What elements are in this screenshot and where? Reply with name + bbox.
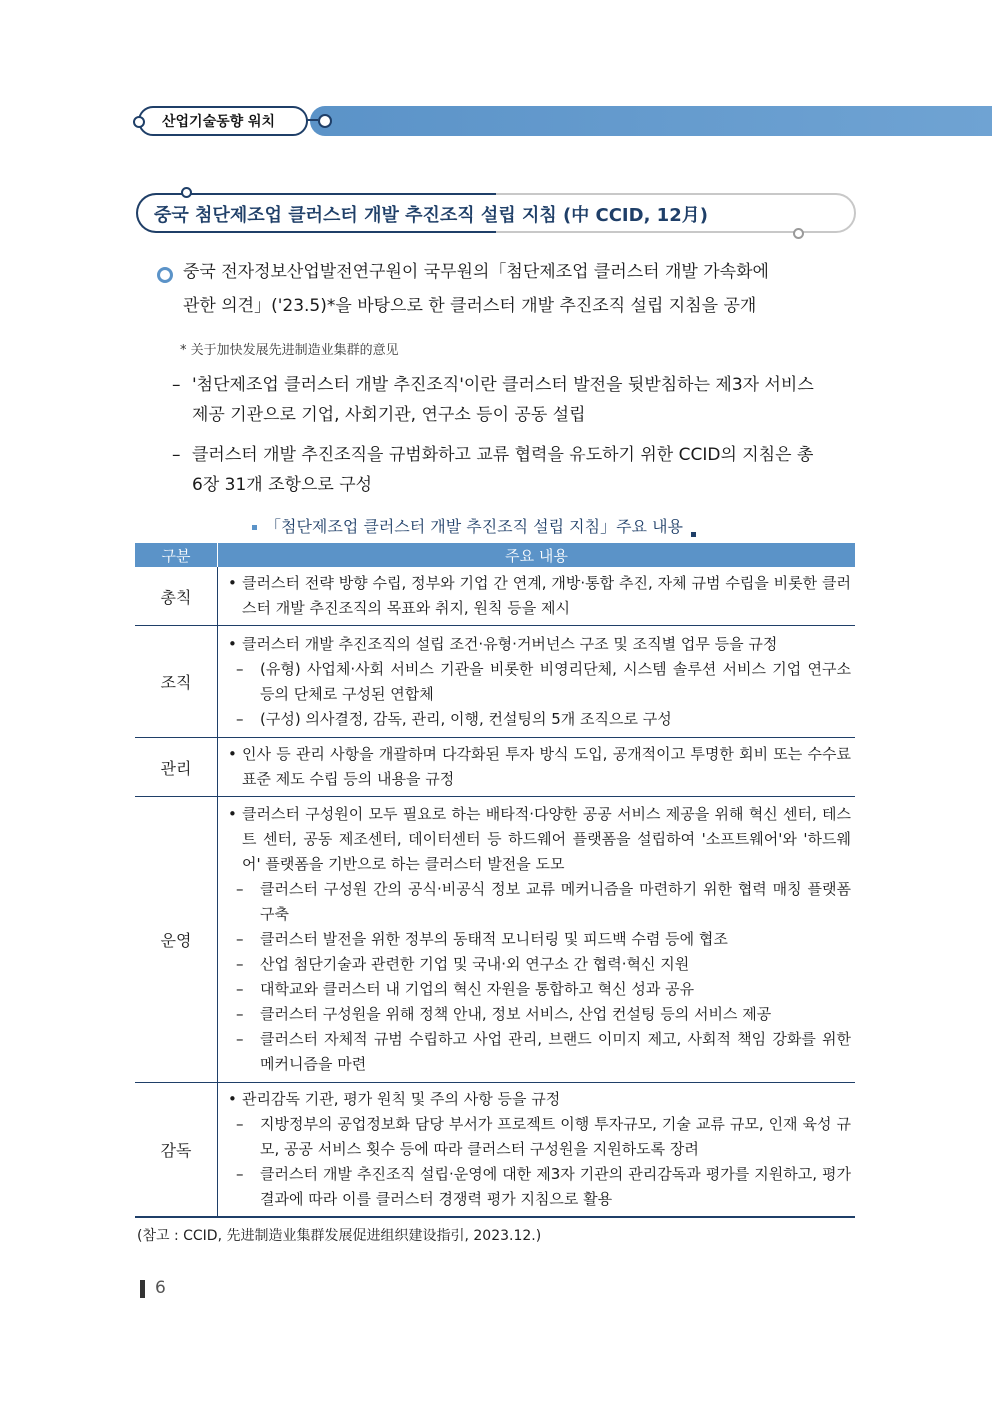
dash-item-1-line2: 제공 기관으로 기업, 사회기관, 연구소 등이 공동 설립 <box>192 405 586 425</box>
header-band <box>310 106 992 136</box>
dash-item-2-line2: 6장 31개 조항으로 구성 <box>192 475 373 495</box>
row-category: 관리 <box>135 738 218 797</box>
row-content <box>218 797 856 1083</box>
section-label <box>138 106 308 136</box>
row-dash: – (유형) 사업체·사회 서비스 기관을 비롯한 비영리단체, 시스템 솔루션 서비스 기업 연구소 등의 단체로 구성된 연합체 <box>236 659 851 703</box>
table-caption-text: 「첨단제조업 클러스터 개발 추진조직 설립 지침」주요 내용 <box>265 517 684 536</box>
footnote: * 关于加快发展先进制造业集群的意见 <box>180 343 399 358</box>
row-category: 감독 <box>135 1083 218 1218</box>
row-bullet: • 클러스터 전략 방향 수립, 정부와 기업 간 연계, 개방·통합 추진, 자체 규범 수립을 비롯한 클러스터 개발 추진조직의 목표와 취지, 원칙 등을 제시 <box>228 574 851 617</box>
dash-item-2-line1: 클러스터 개발 추진조직을 규범화하고 교류 협력을 유도하기 위한 CCID의 지침은 총 <box>192 445 814 465</box>
table-header-category: 구분 <box>135 543 218 567</box>
row-category: 총칙 <box>135 567 218 626</box>
row-dash: – 클러스터 자체적 규범 수립하고 사업 관리, 브랜드 이미지 제고, 사회적 책임 강화를 위한 메커니즘을 마련 <box>236 1030 851 1073</box>
circle-bullet-icon <box>157 267 173 283</box>
summary-table <box>135 543 855 1218</box>
main-bullet-line1: 중국 전자정보산업발전연구원이 국무원의「첨단제조업 클러스터 개발 가속화에 <box>183 262 769 282</box>
table-row <box>135 797 855 1083</box>
table-row <box>135 1083 855 1218</box>
row-dash: – (구성) 의사결정, 감독, 관리, 이행, 컨설팅의 5개 조직으로 구성 <box>236 709 672 728</box>
row-dash: – 산업 첨단기술과 관련한 기업 및 국내·외 연구소 간 협력·혁신 지원 <box>236 955 690 973</box>
row-bullet: • 클러스터 개발 추진조직의 설립 조건·유형·거버넌스 구조 및 조직별 업무 등을 규정 <box>228 634 778 653</box>
page-number-bar <box>140 1280 145 1298</box>
row-content <box>218 1083 856 1218</box>
row-category: 운영 <box>135 797 218 1083</box>
row-content <box>218 626 856 738</box>
dash-item-1-line1: '첨단제조업 클러스터 개발 추진조직'이란 클러스터 발전을 뒷받침하는 제3자 서비스 <box>192 375 814 395</box>
dash-item-1: – '첨단제조업 클러스터 개발 추진조직'이란 클러스터 발전을 뒷받침하는 제3자 서비스 제공 기관으로 기업, 사회기관, 연구소 등이 공동 설립 <box>172 370 858 430</box>
row-bullet: • 인사 등 관리 사항을 개괄하며 다각화된 투자 방식 도입, 공개적이고 투명한 회비 또는 수수료 표준 제도 수립 등의 내용을 규정 <box>228 745 851 788</box>
table-row <box>135 567 855 626</box>
section-label-text: 산업기술동향 워치 <box>162 114 276 130</box>
row-dash: – 클러스터 개발 추진조직 설립·운영에 대한 제3자 기관의 관리감독과 평가를 지원하고, 평가 결과에 따라 이를 클러스터 경쟁력 평가 지침으로 활용 <box>236 1165 851 1208</box>
table-row <box>135 738 855 797</box>
main-bullet-line2: 관한 의견」('23.5)*을 바탕으로 한 클러스터 개발 추진조직 설립 지침을 공개 <box>183 296 757 316</box>
row-bullet: • 관리감독 기관, 평가 원칙 및 주의 사항 등을 규정 <box>228 1090 561 1108</box>
row-content <box>218 738 856 797</box>
row-bullet: • 클러스터 구성원이 모두 필요로 하는 배타적·다양한 공공 서비스 제공을 위해 혁신 센터, 테스트 센터, 공동 제조센터, 데이터센터 등 하드웨어 플랫폼을 설립하여 '소프트웨어'와 '하드웨어' 플랫폼을 기반으로 하는 클러스터 발전을 도모 <box>228 805 851 873</box>
row-dash: – 대학교와 클러스터 내 기업의 혁신 자원을 통합하고 혁신 성과 공유 <box>236 980 695 998</box>
table-caption <box>252 514 696 537</box>
row-category: 조직 <box>135 626 218 738</box>
caption-end-square-icon <box>691 532 696 537</box>
row-dash: – 클러스터 발전을 위한 정부의 동태적 모니터링 및 피드백 수렴 등에 협조 <box>236 930 728 948</box>
row-dash: – 클러스터 구성원 간의 공식·비공식 정보 교류 메커니즘을 마련하기 위한 협력 매칭 플랫폼 구축 <box>236 880 851 923</box>
title-dot-top <box>181 187 192 198</box>
header-band-dot <box>318 114 332 128</box>
source-note: (참고 : CCID, 先进制造业集群发展促进组织建设指引, 2023.12.) <box>137 1228 542 1244</box>
pill-left-dot <box>133 116 145 128</box>
table-row <box>135 626 855 738</box>
dash-item-2: – 클러스터 개발 추진조직을 규범화하고 교류 협력을 유도하기 위한 CCID의 지침은 총 6장 31개 조항으로 구성 <box>172 440 858 500</box>
row-content <box>218 567 856 626</box>
table-header-content: 주요 내용 <box>218 543 856 567</box>
title-dot-bottom <box>793 228 804 239</box>
page-number: 6 <box>155 1278 166 1298</box>
page-title: 중국 첨단제조업 클러스터 개발 추진조직 설립 지침 (中 CCID, 12月) <box>154 205 708 226</box>
row-dash: – 클러스터 구성원을 위해 정책 안내, 정보 서비스, 산업 컨설팅 등의 서비스 제공 <box>236 1005 772 1023</box>
row-dash: – 지방정부의 공업정보화 담당 부서가 프로젝트 이행 투자규모, 기술 교류 규모, 인재 육성 규모, 공공 서비스 횟수 등에 따라 클러스터 구성원을 지원하도록 장려 <box>236 1115 851 1158</box>
caption-square-icon <box>252 525 257 530</box>
